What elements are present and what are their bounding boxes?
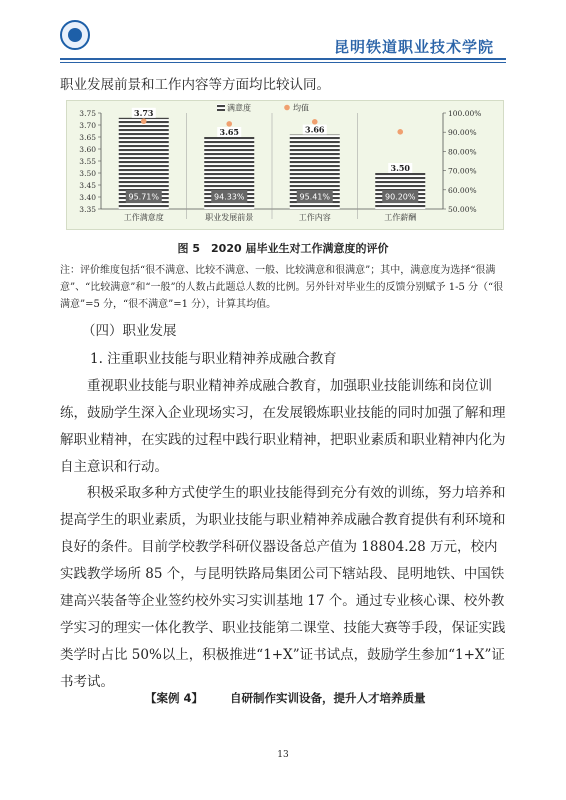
satisfaction-label: 95.71% [128,192,160,202]
y-left-tick-label: 3.50 [79,169,96,178]
page-header [0,0,566,62]
legend-bar-swatch [217,104,225,111]
legend-bar-label: 满意度 [227,103,251,113]
mean-label: 3.50 [390,163,410,173]
y-left-tick-label: 3.35 [79,205,96,214]
x-tick-label: 工作薪酬 [384,213,417,222]
header-divider-thin [60,62,506,63]
school-logo-icon [60,20,90,50]
satisfaction-marker [397,129,403,135]
satisfaction-marker [226,121,232,127]
y-right-tick-label: 70.00% [448,166,477,176]
mean-label: 3.73 [134,107,154,118]
y-left-tick-label: 3.45 [79,181,96,190]
satisfaction-label: 94.33% [213,192,245,202]
x-tick-label: 职业发展前景 [205,213,254,222]
case-label: 【案例 4】 [145,691,204,705]
y-right-tick-label: 80.00% [448,147,477,157]
intro-line: 职业发展前景和工作内容等方面均比较认同。 [60,77,330,93]
legend-marker-swatch [284,105,290,111]
paragraph-1: 重视职业技能与职业精神养成融合教育，加强职业技能训练和岗位训练，鼓励学生深入企业现场实习，在发展锻炼职业技能的同时加强了解和理解职业精神，在实践的过程中践行职业精神，把职业素质和职业精神内化为自主意识和行动。 [60,378,506,475]
y-left-tick-label: 3.75 [79,109,96,118]
page-number: 13 [277,750,289,760]
figure-caption: 图 5 2020 届毕业生对工作满意度的评价 [177,242,389,255]
x-tick-label: 工作满意度 [123,213,164,222]
y-right-tick-label: 50.00% [448,205,477,214]
y-left-tick-label: 3.65 [79,133,96,142]
y-left-tick-label: 3.55 [79,157,96,166]
figure-note: 注：评价维度包括“很不满意、比较不满意、一般、比较满意和很满意”；其中，满意度为选择“很满意”、“比较满意”和“一般”的人数占此题总人数的比例。另外针对毕业生的反馈分别赋予 1-5 分（“很满意”=5 分，“很不满意”=1 分），计算其均值。 [60,265,504,310]
paragraph-2: 积极采取多种方式使学生的职业技能得到充分有效的训练，努力培养和提高学生的职业素质，为职业技能与职业精神养成融合教育提供有利环境和良好的条件。目前学校教学科研仪器设备总产值为 18804.28 万元，校内实践教学场所 85 个，与昆明铁路局集团公司下辖站段、昆明地铁、中国铁建高兴装备等企业签约校外实习实训基地 17 个。通过专业核心课、校外教学实习的理实一体化教学、职业技能第二课堂、技能大赛等手段，保证实践类学时占比 50%以上，积极推进“1+X”证书试点，鼓励学生参加“1+X”证书考试。 [60,485,506,690]
y-left-tick-label: 3.60 [79,145,96,154]
school-name: 昆明铁道职业技术学院 [333,38,494,56]
x-tick-label: 工作内容 [298,213,331,222]
subsection-title: 1. 注重职业技能与职业精神养成融合教育 [90,351,337,367]
case-title: 自研制作实训设备，提升人才培养质量 [230,691,426,705]
mean-label: 3.65 [219,127,239,137]
satisfaction-chart [66,100,504,230]
y-right-tick-label: 100.00% [448,109,482,118]
section-title: （四）职业发展 [82,323,177,339]
legend-marker-label: 均值 [293,103,309,113]
header-divider [60,58,506,60]
y-left-tick-label: 3.40 [79,193,96,202]
chart-svg [67,101,503,229]
y-right-tick-label: 60.00% [448,185,477,195]
satisfaction-label: 95.41% [299,192,331,202]
y-left-tick-label: 3.70 [79,121,96,130]
satisfaction-marker [141,118,147,124]
satisfaction-label: 90.20% [384,192,416,202]
mean-label: 3.66 [305,124,325,135]
satisfaction-marker [312,119,318,125]
y-right-tick-label: 90.00% [448,128,477,138]
